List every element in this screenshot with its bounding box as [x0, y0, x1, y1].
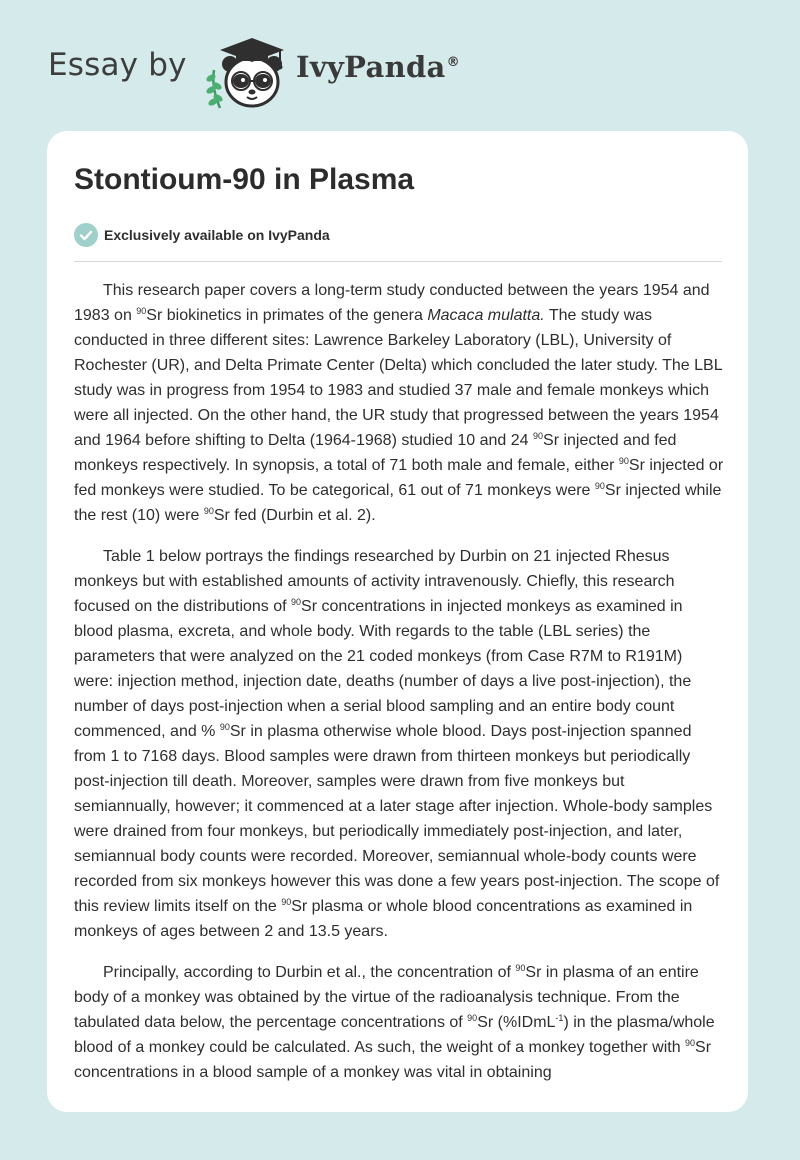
exclusive-badge [74, 223, 330, 247]
site-header [0, 0, 800, 130]
exclusive-label: Exclusively available on IvyPanda [104, 227, 330, 243]
essay-body [74, 278, 724, 1101]
check-circle-icon [74, 223, 98, 247]
brand-name: IvyPanda [296, 50, 446, 84]
brand-logo-text [296, 50, 460, 84]
paragraph-2: Table 1 below portrays the findings researched by Durbin on 21 injected Rhesus monkeys but with established amounts of activity intravenously. Chiefly, this research focused on the distributions of $^{90}$Sr concentrations in injected monkeys as examined in blood plasma, excreta, and whole body. With regards to the table (LBL series) the parameters that were analyzed on the 21 coded monkeys (from Case R7M to R191M) were: injection method, injection date, deaths (number of days a live post-injection), the number of days post-injection when a serial blood sampling and an entire body count commenced, and % $^{90}$Sr in plasma otherwise whole blood. Days post-injection spanned from 1 to 7168 days. Blood samples were drawn from thirteen monkeys but periodically post-injection till death. Moreover, samples were drawn from five monkeys but semiannually, however; it commenced at a later stage after injection. Whole-body samples were drained from four monkeys, but periodically immediately post-injection, and later, semiannual body counts were recorded. Moreover, semiannual whole-body counts were recorded from six monkeys however this was done a few years post-injection. The scope of this review limits itself on the $^{90}$Sr plasma or whole blood concentrations as examined in monkeys of ages between 2 and 13.5 years. [74, 548, 720, 940]
divider [74, 261, 722, 262]
paragraph-3: Principally, according to Durbin et al., the concentration of $^{90}$Sr in plasma of an entire body of a monkey was obtained by the virtue of the radioanalysis technique. From the tabulated data below, the percentage concentrations of $^{90}$Sr (%IDmL$^{-1}$) in the plasma/whole blood of a monkey could be calculated. As such, the weight of a monkey together with $^{90}$Sr concentrations in a blood sample of a monkey was vital in obtaining [74, 963, 715, 1081]
paragraph-1: This research paper covers a long-term study conducted between the years 1954 and 1983 on $^{90}$Sr biokinetics in primates of the genera Macaca mulatta. The study was conducted in three different sites: Lawrence Barkeley Laboratory (LBL), University of Rochester (UR), and Delta Primate Center (Delta) which concluded the later study. The LBL study was in progress from 1954 to 1983 and studied 37 male and female monkeys which were all injected. On the other hand, the UR study that progressed between the years 1954 and 1964 before shifting to Delta (1964-1968) studied 10 and 24 $^{90}$Sr injected and fed monkeys respectively. In synopsis, a total of 71 both male and female, either $^{90}$Sr injected or fed monkeys were studied. To be categorical, 61 out of 71 monkeys were $^{90}$Sr injected while the rest (10) were $^{90}$Sr fed (Durbin et al. 2). [74, 282, 724, 524]
essay-card [47, 131, 748, 1112]
essay-title: Stontioum-90 in Plasma [74, 163, 415, 196]
panda-graduate-icon [200, 34, 292, 110]
registered-mark: ® [446, 55, 460, 71]
essay-by-label: Essay by [48, 47, 187, 83]
